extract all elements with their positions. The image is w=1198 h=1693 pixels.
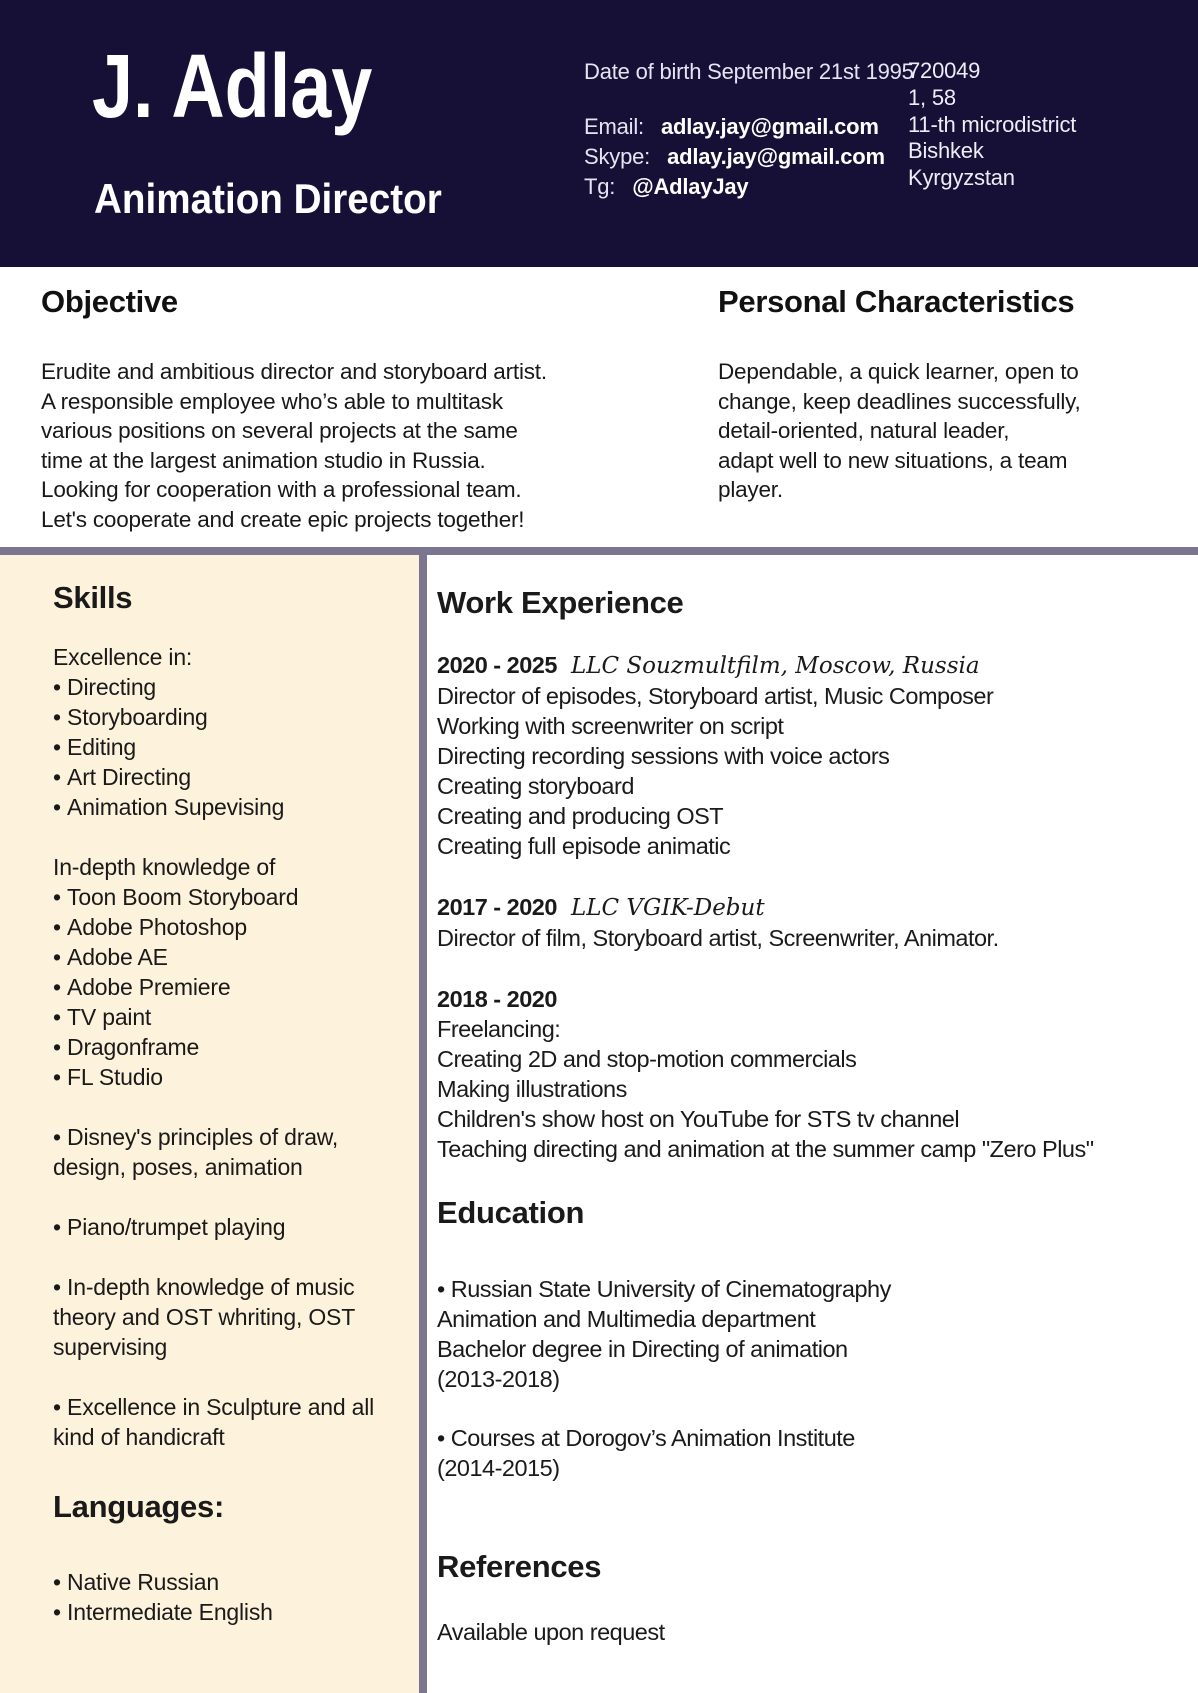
personal-line: player. xyxy=(718,477,783,503)
objective-line: A responsible employee who’s able to multitask xyxy=(41,388,503,414)
address-line: 11-th microdistrict xyxy=(908,111,1077,137)
skills-sidebar xyxy=(0,555,419,1693)
references-body: Available upon request xyxy=(437,1619,665,1645)
telegram-label: Tg: xyxy=(584,174,616,199)
skills-group-excellence xyxy=(53,642,397,822)
personal-line: adapt well to new situations, a team xyxy=(718,447,1068,473)
skill-item: • Editing xyxy=(53,732,397,762)
skill-item: • Animation Supevising xyxy=(53,792,397,822)
objective-line: Looking for cooperation with a professional team. xyxy=(41,477,522,503)
skype-label: Skype: xyxy=(584,144,651,169)
education-heading: Education xyxy=(437,1195,585,1230)
address-block xyxy=(908,58,1076,192)
skill-extra-line: theory and OST whriting, OST xyxy=(53,1304,356,1330)
skill-extra xyxy=(53,1392,397,1452)
vertical-divider xyxy=(419,555,427,1693)
job-line: Making illustrations xyxy=(437,1076,627,1102)
skill-extra-line: design, poses, animation xyxy=(53,1154,303,1180)
language-item: • Native Russian xyxy=(53,1567,397,1597)
education-entry xyxy=(437,1423,1168,1483)
job-line: Freelancing: xyxy=(437,1016,561,1042)
job-header xyxy=(437,984,1168,1014)
education-line: (2014-2015) xyxy=(437,1455,560,1481)
skill-item: • Art Directing xyxy=(53,762,397,792)
education-line: Bachelor degree in Directing of animation xyxy=(437,1336,848,1362)
job-line: Creating and producing OST xyxy=(437,803,724,829)
contact-row-telegram xyxy=(584,172,914,202)
skill-extra xyxy=(53,1212,397,1242)
references-heading: References xyxy=(437,1549,602,1584)
languages-heading: Languages: xyxy=(53,1489,224,1524)
intro-band xyxy=(0,267,1198,547)
objective-line: Erudite and ambitious director and storyboard artist. xyxy=(41,359,547,384)
person-name: J. Adlay xyxy=(92,37,373,137)
address-line: Kyrgyzstan xyxy=(908,165,1015,191)
skill-item: • Storyboarding xyxy=(53,702,397,732)
date-of-birth: Date of birth September 21st 1995 xyxy=(584,59,914,84)
personal-line: detail-oriented, natural leader, xyxy=(718,418,1010,444)
skills-group-intro: In-depth knowledge of xyxy=(53,854,276,880)
telegram-value: @AdlayJay xyxy=(632,174,749,199)
job-header xyxy=(437,650,1168,681)
skill-extra-line: supervising xyxy=(53,1334,168,1360)
skill-extra xyxy=(53,1122,397,1182)
skill-item: • Dragonframe xyxy=(53,1032,397,1062)
objective-body xyxy=(41,357,601,535)
job-dates: 2020 - 2025 xyxy=(437,652,557,678)
email-label: Email: xyxy=(584,114,644,139)
email-value: adlay.jay@gmail.com xyxy=(660,114,879,139)
skill-item: • Directing xyxy=(53,672,397,702)
personal-body xyxy=(718,357,1148,505)
job-line: Children's show host on YouTube for STS tv channel xyxy=(437,1106,960,1132)
job-line: Director of episodes, Storyboard artist, Music Composer xyxy=(437,683,994,709)
job-company: LLC VGIK-Debut xyxy=(570,895,765,921)
horizontal-divider xyxy=(0,547,1198,555)
skill-extra-line: • Piano/trumpet playing xyxy=(53,1212,397,1242)
skill-extra-line: • Disney's principles of draw, xyxy=(53,1122,397,1152)
personal-line: change, keep deadlines successfully, xyxy=(718,388,1081,414)
person-title: Animation Director xyxy=(94,175,442,222)
job-line: Creating 2D and stop-motion commercials xyxy=(437,1046,857,1072)
address-line: 1, 58 xyxy=(908,84,956,110)
personal-line: Dependable, a quick learner, open to xyxy=(718,359,1079,384)
skill-item: • Toon Boom Storyboard xyxy=(53,882,397,912)
objective-line: various positions on several projects at the same xyxy=(41,418,518,444)
address-line: 720049 xyxy=(908,58,981,83)
header xyxy=(0,0,1198,267)
language-item: • Intermediate English xyxy=(53,1597,397,1627)
education-line: • Courses at Dorogov’s Animation Institute xyxy=(437,1423,1168,1453)
skill-item: • TV paint xyxy=(53,1002,397,1032)
job-entry xyxy=(437,650,1168,861)
job-entry xyxy=(437,984,1168,1164)
education-line: Animation and Multimedia department xyxy=(437,1306,816,1332)
objective-section xyxy=(41,284,601,535)
skills-group-intro: Excellence in: xyxy=(53,644,193,670)
job-entry xyxy=(437,892,1168,953)
education-entry xyxy=(437,1274,1168,1394)
skill-item: • FL Studio xyxy=(53,1062,397,1092)
skill-extra-line: • Excellence in Sculpture and all xyxy=(53,1392,397,1422)
job-line: Teaching directing and animation at the summer camp "Zero Plus" xyxy=(437,1136,1094,1162)
education-line: (2013-2018) xyxy=(437,1366,560,1392)
job-dates: 2017 - 2020 xyxy=(437,894,557,920)
skills-group-software xyxy=(53,852,397,1092)
job-company: LLC Souzmultfilm, Moscow, Russia xyxy=(570,653,980,679)
skill-extra xyxy=(53,1272,397,1362)
skype-value: adlay.jay@gmail.com xyxy=(667,144,885,169)
personal-characteristics-section xyxy=(718,284,1148,505)
job-line: Working with screenwriter on script xyxy=(437,713,784,739)
main-columns xyxy=(0,555,1198,1693)
objective-heading: Objective xyxy=(41,284,178,319)
contact-block xyxy=(584,58,914,202)
work-experience-heading: Work Experience xyxy=(437,585,684,620)
job-dates: 2018 - 2020 xyxy=(437,986,557,1012)
job-header xyxy=(437,892,1168,923)
job-line: Creating storyboard xyxy=(437,773,634,799)
objective-line: time at the largest animation studio in Russia. xyxy=(41,447,486,473)
job-line: Director of film, Storyboard artist, Screenwriter, Animator. xyxy=(437,925,999,951)
main-content xyxy=(427,555,1198,1693)
address-line: Bishkek xyxy=(908,138,984,164)
contact-row-email xyxy=(584,112,914,142)
skills-heading: Skills xyxy=(53,580,133,615)
skill-item: • Adobe Premiere xyxy=(53,972,397,1002)
education-line: • Russian State University of Cinematography xyxy=(437,1274,1168,1304)
objective-line: Let's cooperate and create epic projects together! xyxy=(41,506,525,532)
personal-heading: Personal Characteristics xyxy=(718,284,1075,319)
job-line: Creating full episode animatic xyxy=(437,833,731,859)
skill-extra-line: kind of handicraft xyxy=(53,1424,225,1450)
skill-item: • Adobe AE xyxy=(53,942,397,972)
job-line: Directing recording sessions with voice actors xyxy=(437,743,890,769)
skill-item: • Adobe Photoshop xyxy=(53,912,397,942)
contact-row-skype xyxy=(584,142,914,172)
skill-extra-line: • In-depth knowledge of music xyxy=(53,1272,397,1302)
